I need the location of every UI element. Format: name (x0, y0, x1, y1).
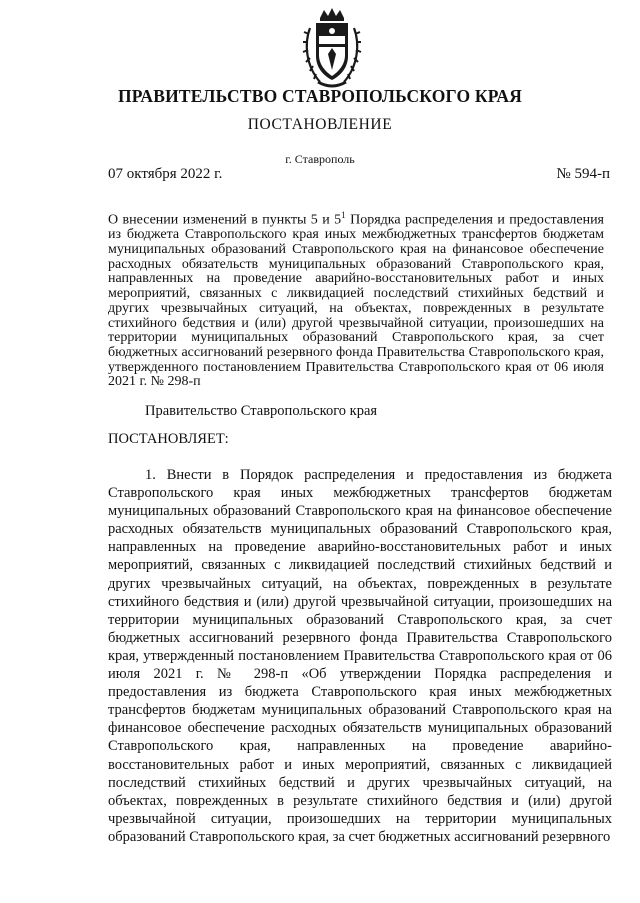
document-date: 07 октября 2022 г. (108, 166, 223, 182)
document-type: ПОСТАНОВЛЕНИЕ (247, 116, 393, 133)
issuing-city: г. Ставрополь (285, 152, 355, 166)
coat-of-arms-icon (302, 6, 362, 90)
subject-superscript: 1 (341, 210, 346, 220)
document-subject (108, 208, 604, 390)
government-title: ПРАВИТЕЛЬСТВО СТАВРОПОЛЬСКОГО КРАЯ (117, 86, 523, 106)
paragraph-1: 1. Внести в Порядок распределения и предоставления из бюджета Ставропольского края иных межбюджетных трансфертов бюджетам муниципальных образований Ставропольского края на финансовое обеспечение расходных обязательств муниципальных образований Ставропольского края, направленных на проведение аварийно-восстановительных работ и иных мероприятий, связанных с ликвидацией последствий стихийных бедствий и других чрезвычайных ситуаций, на объектах, поврежденных в результате стихийного бедствия и (или) другой чрезвычайной ситуации, произошедших на территории муниципальных образований Ставропольского края, за счет бюджетных ассигнований резервного фонда Правительства Ставропольского края, утвержденный постановлением Правительства Ставропольского края от 06 июля 2021 г. № 298-п «Об утверждении Порядка распределения и предоставления из бюджета Ставропольского края иных межбюджетных трансфертов бюджетам муниципальных образований Ставропольского края на финансовое обеспечение расходных обязательств муниципальных образований Ставропольского края, направленных на проведение аварийно-восстановительных работ и иных мероприятий, связанных с ликвидацией последствий стихийных бедствий и других чрезвычайных ситуаций, на объектах, поврежденных в результате стихийного бедствия и (или) другой чрезвычайной ситуации, произошедших на территории муниципальных образований Ставропольского края, за счет бюджетных ассигнований резервного (108, 467, 612, 845)
subject-part-1: О внесении изменений в пункты 5 и 5 (108, 212, 342, 228)
decree-word: ПОСТАНОВЛЯЕТ: (108, 431, 229, 447)
document-number: № 594-п (556, 166, 610, 182)
issuing-authority: Правительство Ставропольского края (145, 403, 378, 419)
subject-part-2: Порядка распределения и предоставления из бюджета Ставропольского края иных межбюджетных трансфертов бюджетам муниципальных образований Ставропольского края на финансовое обеспечение расходных обязательств муниципальных образований Ставропольского края, направленных на проведение аварийно-восстановительных работ и иных мероприятий, связанных с ликвидацией последствий стихийных бедствий и других чрезвычайных ситуаций, на объектах, поврежденных в результате стихийного бедствия и (или) другой чрезвычайной ситуации, произошедших на территории муниципальных образований Ставропольского края, за счет бюджетных ассигнований резервного фонда Правительства Ставропольского края, утвержденного постановлением Правительства Ставропольского края от 06 июля 2021 г. № 298-п (108, 212, 604, 390)
